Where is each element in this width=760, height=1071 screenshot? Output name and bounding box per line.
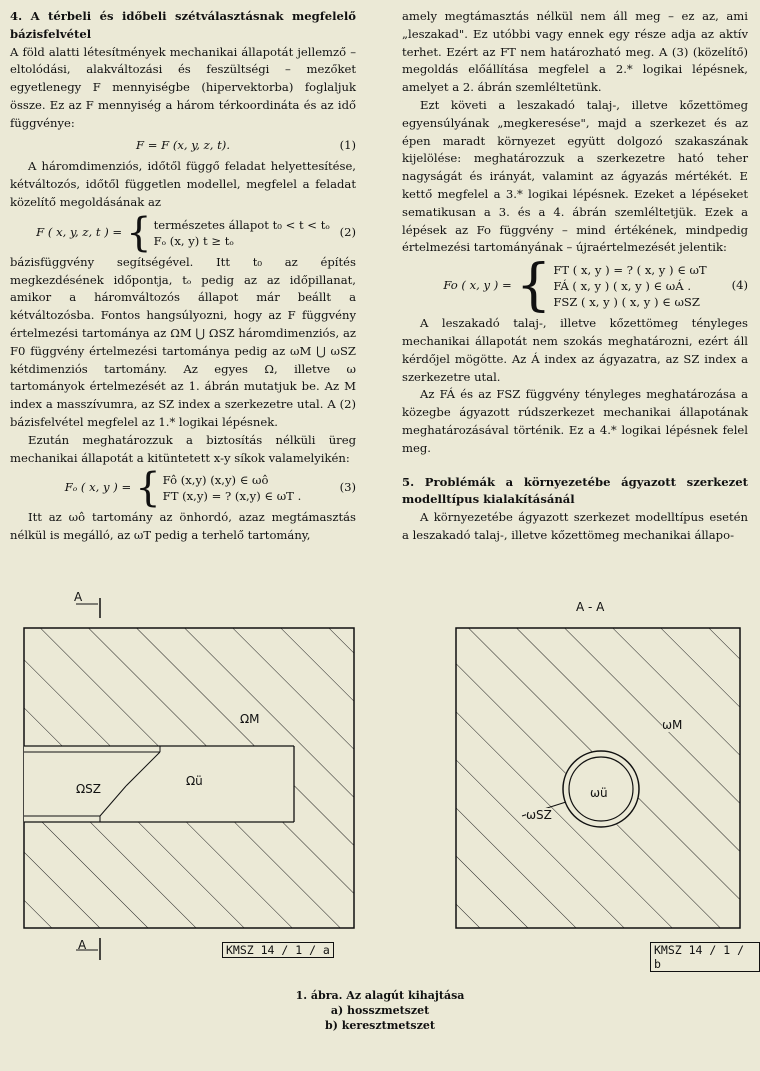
caption-subtitle-b: b) keresztmetszet <box>325 1019 435 1032</box>
brace-glyph: { <box>126 209 152 256</box>
label-omega-u: ωü <box>590 786 608 800</box>
paragraph: A föld alatti létesítmények mechanikai állapotát jellemző – eltolódási, alakváltozási és feszültségi – mezőket egyetlenegy F mennyiségbe (hipervektorba) foglaljuk össze. Ez az F mennyiség a három térkoordináta és az idő függvénye: <box>10 44 356 130</box>
longitudinal-section-drawing <box>0 588 380 988</box>
equation-2 <box>10 209 356 256</box>
figure-longitudinal-section <box>0 588 380 988</box>
label-omega-m: ΩM <box>240 712 260 726</box>
label-omega-sz: ΩSZ <box>76 782 102 796</box>
drawing-id-tag: KMSZ 14 / 1 / b <box>650 942 760 972</box>
equation-text: F = F (x, y, z, t). <box>135 137 231 152</box>
equation-case: FT ( x, y ) = ? ( x, y ) ∈ ωT <box>553 263 707 278</box>
equation-3 <box>10 465 356 512</box>
paragraph: Itt az ωô tartomány az önhordó, azaz megtámasztás nélkül is megálló, az ωT pedig a terhelő tartomány, <box>10 510 356 543</box>
tunnel-cavity <box>24 746 294 822</box>
label-omega-sz: ωSZ <box>526 808 552 822</box>
equation-lhs: Fo ( x, y ) = <box>443 278 512 293</box>
equation-cases <box>553 262 706 310</box>
drawing-id-tag: KMSZ 14 / 1 / a <box>222 942 334 958</box>
paragraph: Az FÁ és az FSZ függvény tényleges meghatározása a közegbe ágyazott rúdszerkezet mechanikai állapotának meghatározásával történik. Ez a 4.* logikai lépésnek felel meg. <box>402 387 748 455</box>
paragraph: A leszakadó talaj-, illetve kőzettömeg tényleges mechanikai állapotát nem szokás meghatározni, ezért áll kérdőjel mögötte. Az Á index az ágyazatra, az SZ index a szerkezetre utal. <box>402 316 748 384</box>
left-column <box>10 8 356 545</box>
equation-4 <box>402 253 748 319</box>
caption-subtitle-a: a) hosszmetszet <box>330 1004 430 1017</box>
section-heading-5: 5. Problémák a környezetébe ágyazott szerkezet modelltípus kialakításánál <box>402 474 748 507</box>
right-column <box>402 8 748 545</box>
equation-case: FSZ ( x, y ) ( x, y ) ∈ ωSZ <box>553 295 700 310</box>
equation-case: Fô (x,y) (x,y) ∈ ωô <box>162 473 269 488</box>
section-mark-label: A <box>78 938 87 952</box>
paragraph: amely megtámasztás nélkül nem áll meg – ez az, ami „leszakad". Ez utóbbi vagy ennek egy része adja az aktív terhet. Ezért az FT nem határozható meg. A (3) (közelítő) megoldás előállítása megfelel a 2.* logikai lépésnek, amelyet a 2. ábrán szemléltetünk. <box>402 9 748 95</box>
equation-1 <box>10 137 356 155</box>
equation-case: Fₒ (x, y) t ≥ tₒ <box>153 233 234 248</box>
paragraph: Ezután meghatározzuk a biztosítás nélküli üreg mechanikai állapotát a kitüntetett x-y síkok valamelyikén: <box>10 432 356 465</box>
section-mark-label: A <box>74 590 83 604</box>
equation-lhs: Fₒ ( x, y ) = <box>64 480 132 495</box>
equation-cases <box>154 217 330 249</box>
equation-number: (3) <box>339 480 356 495</box>
cross-section-drawing <box>380 588 760 988</box>
section-heading-4: 4. A térbeli és időbeli szétválasztásnak megfelelő bázisfelvétel <box>10 9 356 41</box>
equation-lhs: F ( x, y, z, t ) = <box>36 224 123 239</box>
label-omega-u: Ωü <box>186 774 203 788</box>
equation-number: (4) <box>731 278 748 293</box>
paragraph: A környezetébe ágyazott szerkezet modelltípus esetén a leszakadó talaj-, illetve kőzettömeg mechanikai állapo- <box>402 510 748 542</box>
equation-case: FÁ ( x, y ) ( x, y ) ∈ ωÁ . <box>553 279 692 294</box>
figure-cross-section <box>380 588 760 988</box>
section-title: A - A <box>576 600 605 614</box>
equation-cases <box>163 472 302 504</box>
brace-glyph: { <box>515 253 552 319</box>
equation-number: (2) <box>339 224 356 239</box>
figure-caption <box>0 988 760 1033</box>
brace-glyph: { <box>135 465 161 512</box>
paragraph: bázisfüggvény segítségével. Itt t₀ az építés megkezdésének időpontja, tₒ pedig az az időpillanat, amikor a háromváltozós állapot már beállt a kétváltozósba. Fontos hangsúlyozni, hogy az F függvény értelmezési tartománya az ΩM ⋃ ΩSZ háromdimenziós, az F0 függvény értelmezési tartománya pedig az ωM ⋃ ωSZ kétdimenziós tartomány. Az egyes Ω, illetve ω tartományok értelmezését az 1. ábrán mutatjuk be. Az M index a masszívumra, az SZ index a szerkezetre utal. A (2) bázisfelvétel megfelel az 1.* logikai lépésnek. <box>10 254 356 429</box>
label-omega-m: ωM <box>662 718 683 732</box>
caption-title: 1. ábra. Az alagút kihajtása <box>295 989 465 1002</box>
equation-number: (1) <box>339 137 356 152</box>
paragraph: Ezt követi a leszakadó talaj-, illetve kőzettömeg egyensúlyának „megkeresése", majd a szerkezet és az épen maradt környezet együtt dolgozó szakaszának kijelölése: meghatározzuk a szerkezetre ható teher nagyságát és irányát, valamint az ágyazás mértékét. E kettő megfelel a 3.* logikai lépésnek. Ezeket a lépéseket sematikusan a 3. és a 4. ábrán szemléltetjük. Ezek a lépések az Fo függvény – mind értékének, mindpedig értelmezési tartományának – újraértelmezését jelentik: <box>402 97 748 255</box>
equation-case: FT (x,y) = ? (x,y) ∈ ωT . <box>162 489 302 504</box>
paragraph: A háromdimenziós, időtől függő feladat helyettesítése, kétváltozós, időtől független modellel, megfelel a feladat közelítő megoldásának az <box>10 159 356 209</box>
equation-case: természetes állapot t₀ < t < tₒ <box>153 217 330 232</box>
